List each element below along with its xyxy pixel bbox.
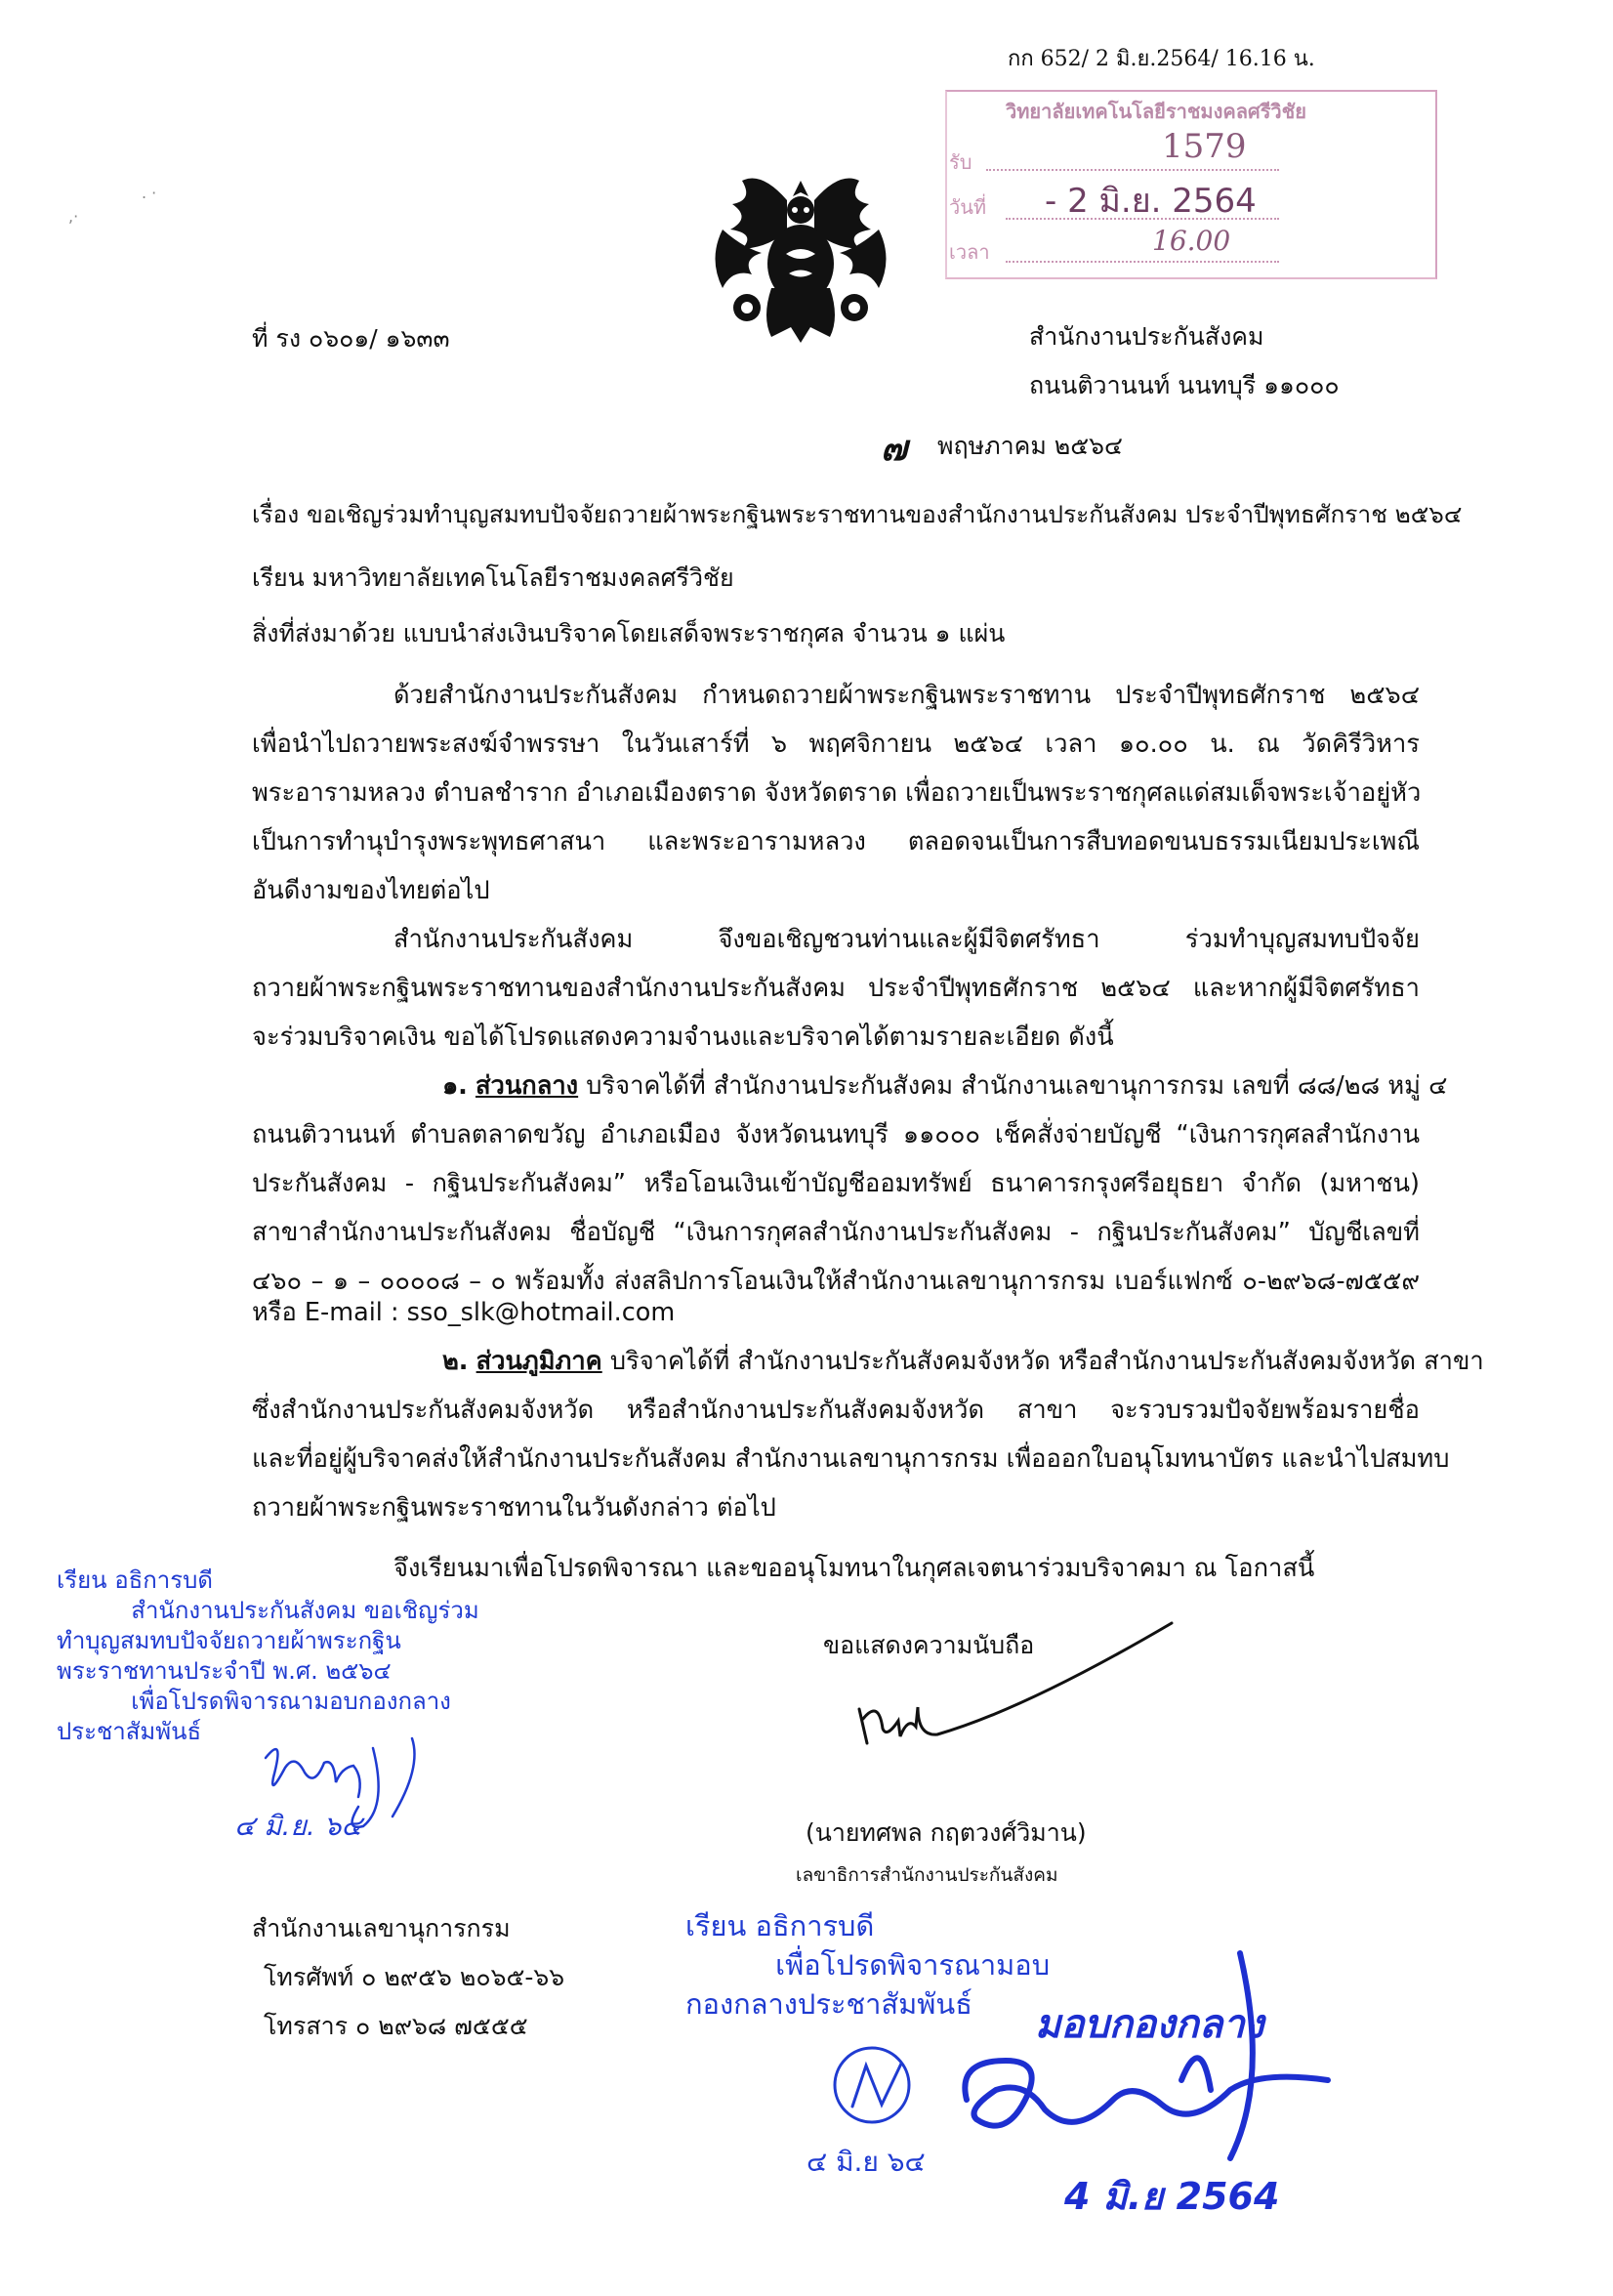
p2-line: จะร่วมบริจาคเงิน ขอได้โปรดแสดงความจำนงและบริจาคได้ตามรายละเอียด ดังนี้ — [252, 1023, 1114, 1052]
p1-line: พระอารามหลวง ตำบลชำราก อำเภอเมืองตราด จังหวัดตราด เพื่อถวายเป็นพระราชกุศลแด่สมเด็จพระเจ้าอยู่หัว — [252, 778, 1422, 808]
p1-line: อันดีงามของไทยต่อไป — [252, 876, 490, 905]
item1-heading: ส่วนกลาง — [475, 1071, 579, 1101]
office-phone: โทรศัพท์ ๐ ๒๙๕๖ ๒๐๖๕-๖๖ — [264, 1963, 565, 1991]
handwritten-date: 4 มิ.ย 2564 — [1064, 2175, 1280, 2218]
stamp-date-label: วันที่ — [949, 195, 987, 219]
closing-paragraph: จึงเรียนมาเพื่อโปรดพิจารณา และขออนุโมทนาในกุศลเจตนาร่วมบริจาคมา ณ โอกาสนี้ — [393, 1554, 1315, 1583]
item2-first-line — [442, 1338, 1484, 1387]
annotation-right-line: กองกลางประชาสัมพันธ์ — [685, 1987, 972, 2021]
stamp-org: วิทยาลัยเทคโนโลยีราชมงคลศรีวิชัย — [1006, 100, 1306, 123]
item2-line: และที่อยู่ผู้บริจาคส่งให้สำนักงานประกันสังคม สำนักงานเลขานุการกรม เพื่อออกใบอนุโมทนาบัตร และนำไปสมทบ — [252, 1444, 1450, 1474]
reference-note: กก 652/ 2 มิ.ย.2564/ 16.16 น. — [1008, 47, 1315, 71]
p1-line: เพื่อนำไปถวายพระสงฆ์จำพรรษา ในวันเสาร์ที่ ๖ พฤศจิกายน ๒๕๖๔ เวลา ๑๐.๐๐ น. ณ วัดคิรีวิหาร — [252, 730, 1420, 759]
closing-salutation: ขอแสดงความนับถือ — [823, 1631, 1035, 1659]
annotation-left-line: ทำบุญสมทบปัจจัยถวายผ้าพระกฐิน — [57, 1627, 401, 1654]
signer-name: (นายทศพล กฤตวงศ์วิมาน) — [806, 1818, 1087, 1847]
item1-email: หรือ E-mail : sso_slk@hotmail.com — [252, 1298, 676, 1327]
right-initial-signature — [825, 2036, 923, 2134]
enclosure: สิ่งที่ส่งมาด้วย แบบนำส่งเงินบริจาคโดยเสด็จพระราชกุศล จำนวน ๑ แผ่น — [252, 619, 1006, 647]
annotation-right-line: เพื่อโปรดพิจารณามอบ — [685, 1948, 1051, 1982]
sender-line-1: สำนักงานประกันสังคม — [1029, 322, 1264, 351]
sender-line-2: ถนนติวานนท์ นนทบุรี ๑๑๐๐๐ — [1029, 371, 1340, 399]
item2-line: ถวายผ้าพระกฐินพระราชทานในวันดังกล่าว ต่อไป — [252, 1493, 776, 1523]
stray-mark: ,· — [68, 207, 79, 226]
stamp-time-line — [1006, 260, 1279, 263]
signer-title: เลขาธิการสำนักงานประกันสังคม — [796, 1864, 1058, 1886]
document-number: ที่ รง ๐๖๐๑/ ๑๖๓๓ — [252, 324, 450, 353]
annotation-left — [57, 1565, 479, 1747]
stamp-date-value: - 2 มิ.ย. 2564 — [1045, 182, 1257, 221]
stray-mark: . · — [142, 184, 157, 202]
office-name: สำนักงานเลขานุการกรม — [252, 1914, 511, 1942]
office-fax: โทรสาร ๐ ๒๙๖๘ ๗๕๕๕ — [264, 2012, 528, 2040]
annotation-left-line: พระราชทานประจำปี พ.ศ. ๒๕๖๔ — [57, 1657, 392, 1685]
director-signature — [937, 1943, 1396, 2188]
item1-number: ๑. — [442, 1071, 468, 1101]
item2-number: ๒. — [442, 1347, 469, 1376]
annotation-right-line: เรียน อธิการบดี — [685, 1909, 875, 1942]
receipt-stamp — [945, 90, 1437, 279]
date-month-year: พฤษภาคม ๒๕๖๔ — [937, 432, 1123, 460]
p2-line: สำนักงานประกันสังคม จึงขอเชิญชวนท่านและผู้มีจิตศรัทธา ร่วมทำบุญสมทบปัจจัย — [393, 925, 1420, 954]
stamp-time-value: 16.00 — [1152, 225, 1231, 257]
sender-signature — [849, 1611, 1181, 1768]
annotation-left-line: เพื่อโปรดพิจารณามอบกองกลาง — [57, 1688, 451, 1715]
item2-line: ซึ่งสำนักงานประกันสังคมจังหวัด หรือสำนักงานประกันสังคมจังหวัด สาขา จะรวบรวมปัจจัยพร้อมรายชื่อ — [252, 1396, 1420, 1425]
item1-line: ๔๖๐ – ๑ – ๐๐๐๐๘ – ๐ พร้อมทั้ง ส่งสลิปการโอนเงินให้สำนักงานเลขานุการกรม เบอร์แฟกซ์ ๐-๒๙๖๘-๗๕๕๙ — [252, 1267, 1420, 1296]
handwritten-order: มอบกองกลาง — [1035, 2002, 1264, 2047]
item1-line: ถนนติวานนท์ ตำบลตลาดขวัญ อำเภอเมือง จังหวัดนนทบุรี ๑๑๐๐๐ เช็คสั่งจ่ายบัญชี “เงินการกุศลสำนักงาน — [252, 1120, 1420, 1149]
stamp-no-label: รับ — [949, 150, 972, 174]
item1-first-line — [442, 1063, 1448, 1111]
p1-line: ด้วยสำนักงานประกันสังคม กำหนดถวายผ้าพระกฐินพระราชทาน ประจำปีพุทธศักราช ๒๕๖๔ — [393, 681, 1420, 710]
item1-line: ประกันสังคม - กฐินประกันสังคม” หรือโอนเงินเข้าบัญชีออมทรัพย์ ธนาคารกรุงศรีอยุธยา จำกัด (มหาชน) — [252, 1169, 1420, 1198]
item2-heading: ส่วนภูมิภาค — [476, 1347, 602, 1376]
subject: เรื่อง ขอเชิญร่วมทำบุญสมทบปัจจัยถวายผ้าพระกฐินพระราชทานของสำนักงานประกันสังคม ประจำปีพุทธศักราช ๒๕๖๔ — [252, 500, 1463, 528]
p1-line: เป็นการทำนุบำรุงพระพุทธศาสนา และพระอารามหลวง ตลอดจนเป็นการสืบทอดขนบธรรมเนียมประเพณี — [252, 827, 1420, 856]
item2-first-text: บริจาคได้ที่ สำนักงานประกันสังคมจังหวัด หรือสำนักงานประกันสังคมจังหวัด สาขา — [601, 1347, 1484, 1376]
recipient: เรียน มหาวิทยาลัยเทคโนโลยีราชมงคลศรีวิชัย — [252, 564, 734, 592]
item1-first-text: บริจาคได้ที่ สำนักงานประกันสังคม สำนักงานเลขานุการกรม เลขที่ ๘๘/๒๘ หมู่ ๔ — [578, 1071, 1448, 1101]
left-handwritten-date: ๔ มิ.ย. ๖๔ — [234, 1810, 362, 1842]
stamp-no-value: 1579 — [1162, 127, 1247, 166]
garuda-emblem — [703, 171, 898, 345]
date-day: ๗ — [881, 429, 908, 469]
right-annotation-date: ๔ มิ.ย ๖๔ — [806, 2146, 926, 2178]
annotation-left-line: ประชาสัมพันธ์ — [57, 1718, 202, 1745]
stamp-no-line — [986, 168, 1279, 171]
stamp-time-label: เวลา — [949, 240, 990, 264]
annotation-left-line: เรียน อธิการบดี — [57, 1566, 213, 1594]
annotation-left-line: สำนักงานประกันสังคม ขอเชิญร่วม — [57, 1597, 479, 1624]
p2-line: ถวายผ้าพระกฐินพระราชทานของสำนักงานประกันสังคม ประจำปีพุทธศักราช ๒๕๖๔ และหากผู้มีจิตศรัทธา — [252, 974, 1420, 1003]
item1-line: สาขาสำนักงานประกันสังคม ชื่อบัญชี “เงินการกุศลสำนักงานประกันสังคม - กฐินประกันสังคม” บัญชีเลขที่ — [252, 1218, 1420, 1247]
